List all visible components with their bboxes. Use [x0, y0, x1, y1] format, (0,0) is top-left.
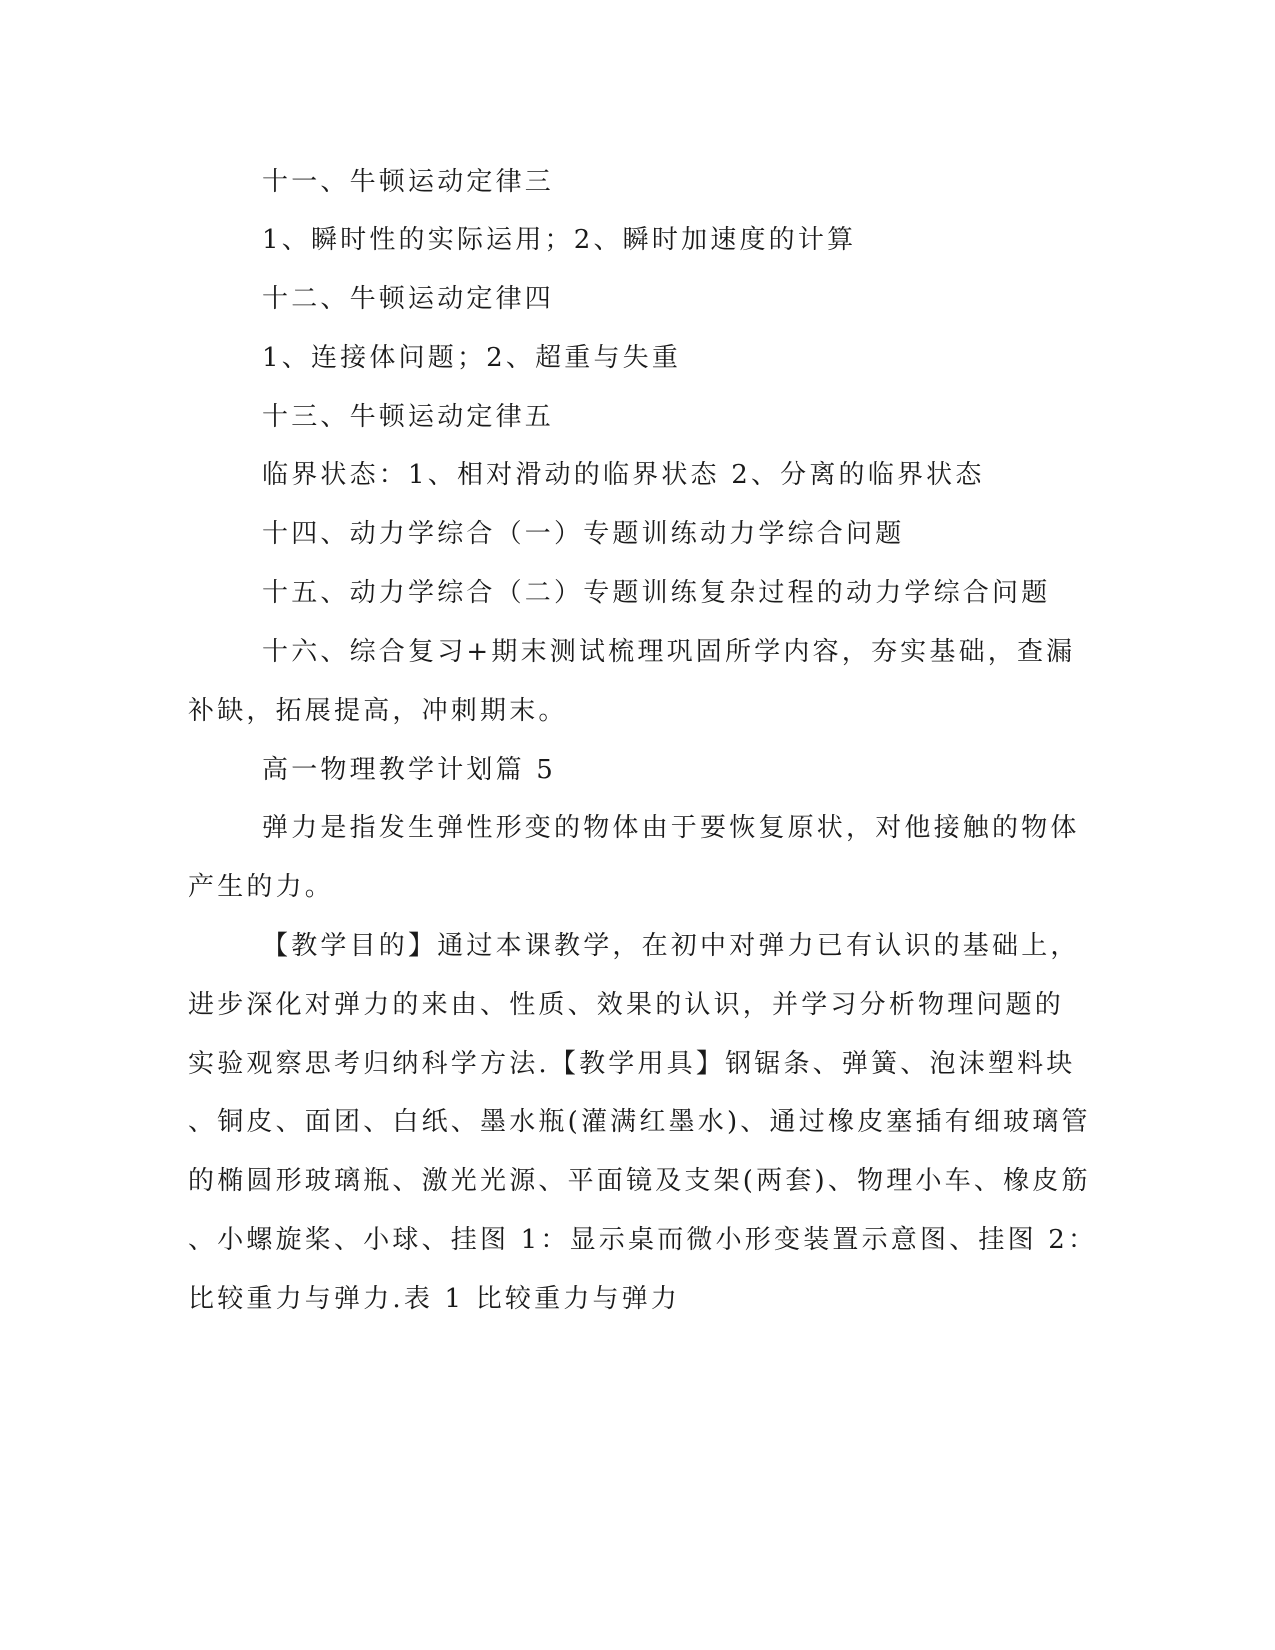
paragraph-line: 、铜皮、面团、白纸、墨水瓶(灌满红墨水)、通过橡皮塞插有细玻璃管 — [188, 1107, 1091, 1137]
paragraph-line: 比较重力与弹力.表 1 比较重力与弹力 — [188, 1284, 681, 1314]
paragraph-line: 的椭圆形玻璃瓶、激光光源、平面镜及支架(两套)、物理小车、橡皮筋 — [188, 1166, 1091, 1196]
paragraph-line: 实验观察思考归纳科学方法.【教学用具】钢锯条、弹簧、泡沫塑料块 — [188, 1049, 1076, 1079]
plan-title: 高一物理教学计划篇 5 — [262, 755, 557, 785]
section-heading-13: 十三、牛顿运动定律五 — [262, 402, 555, 432]
paragraph-line: 补缺，拓展提高，冲刺期末。 — [188, 696, 568, 726]
section-heading-12: 十二、牛顿运动定律四 — [262, 284, 555, 314]
paragraph-line: 产生的力。 — [188, 872, 335, 902]
paragraph-line: 临界状态：1、相对滑动的临界状态 2、分离的临界状态 — [262, 460, 985, 490]
section-heading-14: 十四、动力学综合（一）专题训练动力学综合问题 — [262, 519, 905, 549]
paragraph-line: 1、瞬时性的实际运用；2、瞬时加速度的计算 — [262, 225, 857, 255]
paragraph-line: 弹力是指发生弹性形变的物体由于要恢复原状，对他接触的物体 — [262, 813, 1080, 843]
paragraph-line: 进步深化对弹力的来由、性质、效果的认识，并学习分析物理问题的 — [188, 990, 1065, 1020]
section-heading-11: 十一、牛顿运动定律三 — [262, 167, 555, 197]
paragraph-line: 【教学目的】通过本课教学，在初中对弹力已有认识的基础上， — [262, 931, 1080, 961]
paragraph-line: 、小螺旋桨、小球、挂图 1：显示桌而微小形变装置示意图、挂图 2： — [188, 1225, 1098, 1255]
section-heading-16: 十六、综合复习+期末测试梳理巩固所学内容，夯实基础，查漏 — [262, 637, 1076, 667]
section-heading-15: 十五、动力学综合（二）专题训练复杂过程的动力学综合问题 — [262, 578, 1051, 608]
paragraph-line: 1、连接体问题；2、超重与失重 — [262, 343, 682, 373]
